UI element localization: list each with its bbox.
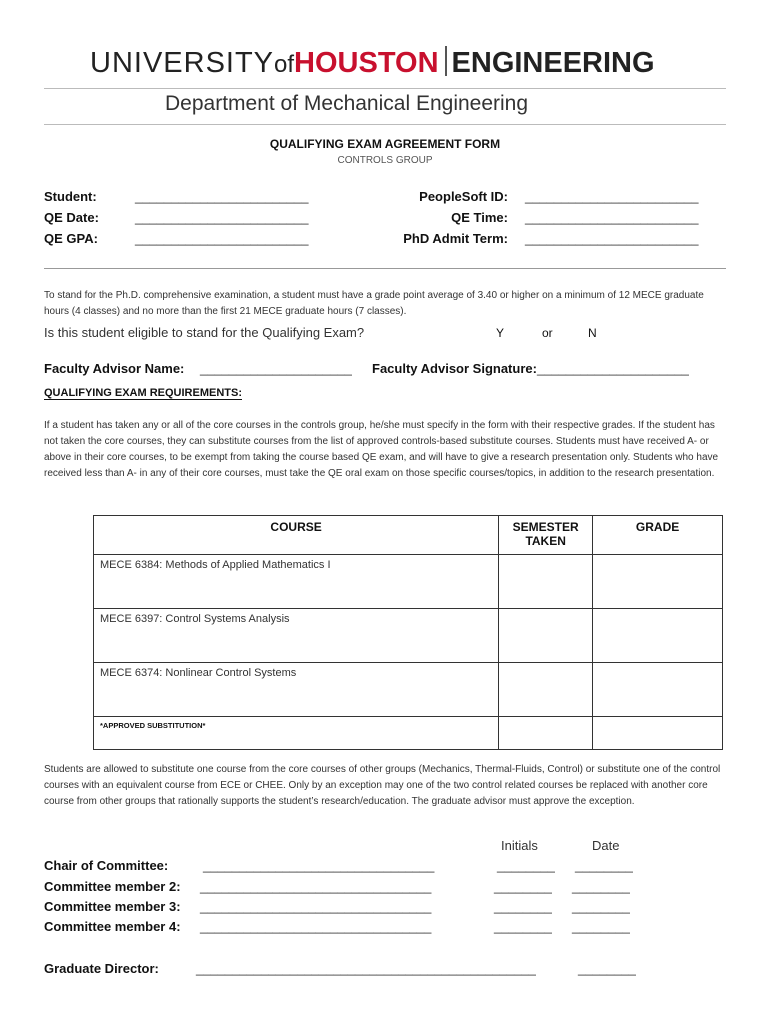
date-header: Date bbox=[592, 838, 620, 853]
eligibility-question: Is this student eligible to stand for the Qualifying Exam? bbox=[44, 325, 365, 340]
university-logo bbox=[90, 46, 655, 80]
logo-of-text: of bbox=[274, 51, 295, 78]
admit-term-field[interactable]: ________________________ bbox=[525, 231, 699, 246]
substitution-cell[interactable]: *APPROVED SUBSTITUTION* bbox=[94, 717, 499, 750]
table-row bbox=[94, 663, 723, 717]
admit-term-label: PhD Admit Term: bbox=[403, 231, 508, 246]
substitution-text: Students are allowed to substitute one course from the core courses of other groups (Mechanics, Thermal-Fluids, Control) or substitute one of the control courses with an equivalent course from ECE or CHEE. Only by an exception may one of the two control related courses be replaced with another core course from other groups that rationally supports the student’s research/education. The graduate advisor must approve the exception. bbox=[44, 764, 721, 807]
advisor-signature-field[interactable]: _____________________ bbox=[537, 361, 689, 376]
logo-university-text: UNIVERSITY bbox=[90, 47, 275, 79]
course-name-cell: MECE 6374: Nonlinear Control Systems bbox=[94, 663, 499, 717]
course-name-cell: MECE 6384: Methods of Applied Mathematics I bbox=[94, 555, 499, 609]
committee-member-3-date[interactable]: ________ bbox=[572, 899, 630, 914]
student-field[interactable]: ________________________ bbox=[135, 189, 309, 204]
graduate-director-date[interactable]: ________ bbox=[578, 961, 636, 976]
course-column-header: COURSE bbox=[94, 516, 499, 555]
department-name: Department of Mechanical Engineering bbox=[165, 92, 529, 115]
semester-column-header: SEMESTER TAKEN bbox=[499, 516, 593, 555]
table-header-row bbox=[94, 516, 723, 555]
qe-time-label: QE Time: bbox=[451, 210, 508, 225]
advisor-name-label: Faculty Advisor Name: bbox=[44, 361, 185, 376]
logo-divider bbox=[445, 46, 447, 76]
advisor-name-field[interactable]: _____________________ bbox=[200, 361, 352, 376]
qe-date-label: QE Date: bbox=[44, 210, 99, 225]
qe-time-field[interactable]: ________________________ bbox=[525, 210, 699, 225]
qe-gpa-field[interactable]: ________________________ bbox=[135, 231, 309, 246]
committee-chair-date[interactable]: ________ bbox=[575, 858, 633, 873]
semester-cell[interactable] bbox=[499, 663, 593, 717]
peoplesoft-field[interactable]: ________________________ bbox=[525, 189, 699, 204]
grade-cell[interactable] bbox=[593, 717, 723, 750]
title-divider bbox=[44, 124, 726, 125]
committee-member-2-label: Committee member 2: bbox=[44, 879, 181, 894]
eligible-no-option[interactable]: N bbox=[588, 326, 597, 340]
form-title: QUALIFYING EXAM AGREEMENT FORM bbox=[269, 137, 501, 151]
info-divider bbox=[44, 268, 726, 269]
qe-gpa-label: QE GPA: bbox=[44, 231, 98, 246]
form-subtitle: CONTROLS GROUP bbox=[337, 155, 433, 166]
committee-chair-initials[interactable]: ________ bbox=[497, 858, 555, 873]
graduate-director-line[interactable]: _______________________________________________ bbox=[196, 961, 536, 976]
committee-member-2-initials[interactable]: ________ bbox=[494, 879, 552, 894]
committee-member-3-line[interactable]: ________________________________ bbox=[200, 899, 432, 914]
course-name-cell: MECE 6397: Control Systems Analysis bbox=[94, 609, 499, 663]
student-label: Student: bbox=[44, 189, 97, 204]
eligible-yes-option[interactable]: Y bbox=[496, 326, 505, 340]
table-row bbox=[94, 609, 723, 663]
graduate-director-label: Graduate Director: bbox=[44, 961, 159, 976]
qe-date-field[interactable]: ________________________ bbox=[135, 210, 309, 225]
requirements-heading: QUALIFYING EXAM REQUIREMENTS: bbox=[44, 387, 243, 399]
table-row bbox=[94, 555, 723, 609]
committee-member-4-line[interactable]: ________________________________ bbox=[200, 919, 432, 934]
requirements-text: If a student has taken any or all of the core courses in the controls group, he/she must specify in the form with their respective grades. If the student has not taken the core courses, they can substitute courses from the list of approved controls-based substitute courses. Students must have received A- or above in their core courses, to be exempt from taking the course based QE exam, and will have to give a research presentation only. Students who have received less than A- in any of their core courses, must take the QE oral exam on those specific courses/topics, in addition to the research presentation. bbox=[44, 420, 719, 479]
logo-engineering-text: ENGINEERING bbox=[451, 47, 655, 79]
grade-column-header: GRADE bbox=[593, 516, 723, 555]
committee-chair-label: Chair of Committee: bbox=[44, 858, 169, 873]
committee-member-3-label: Committee member 3: bbox=[44, 899, 181, 914]
committee-member-4-label: Committee member 4: bbox=[44, 919, 181, 934]
committee-member-2-date[interactable]: ________ bbox=[572, 879, 630, 894]
committee-member-3-initials[interactable]: ________ bbox=[494, 899, 552, 914]
committee-chair-line[interactable]: ________________________________ bbox=[203, 858, 435, 873]
grade-cell[interactable] bbox=[593, 555, 723, 609]
initials-header: Initials bbox=[501, 838, 538, 853]
committee-member-4-initials[interactable]: ________ bbox=[494, 919, 552, 934]
eligibility-text: To stand for the Ph.D. comprehensive examination, a student must have a grade point average of 3.40 or higher on a minimum of 12 MECE graduate hours (4 classes) and no more than the first 21 MECE graduate hours (7 classes). bbox=[44, 290, 704, 317]
grade-cell[interactable] bbox=[593, 609, 723, 663]
semester-cell[interactable] bbox=[499, 609, 593, 663]
committee-member-4-date[interactable]: ________ bbox=[572, 919, 630, 934]
header-divider bbox=[44, 88, 726, 89]
eligible-or-text: or bbox=[542, 326, 553, 340]
semester-cell[interactable] bbox=[499, 717, 593, 750]
grade-cell[interactable] bbox=[593, 663, 723, 717]
peoplesoft-label: PeopleSoft ID: bbox=[419, 189, 508, 204]
logo-houston-text: HOUSTON bbox=[294, 47, 439, 79]
committee-member-2-line[interactable]: ________________________________ bbox=[200, 879, 432, 894]
advisor-signature-label: Faculty Advisor Signature: bbox=[372, 361, 537, 376]
courses-table bbox=[93, 515, 723, 750]
table-row bbox=[94, 717, 723, 750]
semester-cell[interactable] bbox=[499, 555, 593, 609]
